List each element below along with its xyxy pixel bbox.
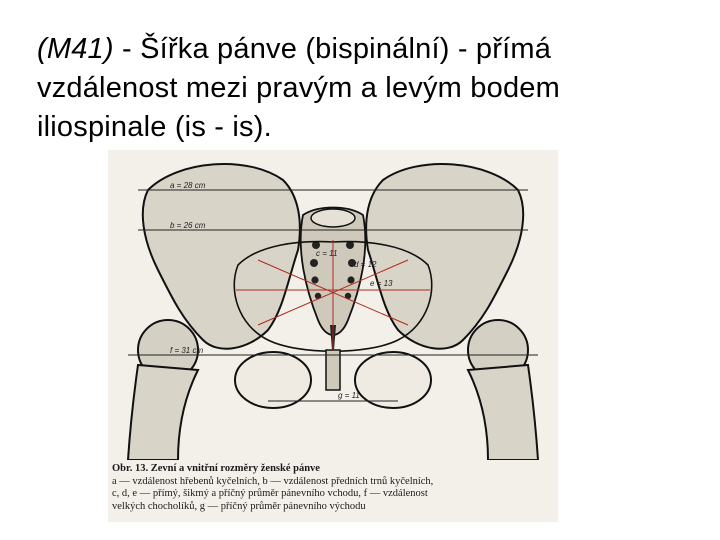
label-d: d = 12 (354, 260, 377, 269)
caption-line: c, d, e — přímý, šikmý a příčný průměr pánevního vchodu, f — vzdálenost (112, 488, 428, 499)
pelvis-figure (108, 150, 558, 522)
slide-title (37, 30, 697, 147)
label-b: b = 26 cm (170, 221, 206, 230)
left-femur (128, 365, 198, 460)
label-a: a = 28 cm (170, 181, 206, 190)
label-f: f = 31 cm (170, 346, 204, 355)
right-femur (468, 365, 538, 460)
caption-line: a — vzdálenost hřebenů kyčelních, b — vzdálenost předních trnů kyčelních, (112, 475, 434, 487)
label-g: g = 11 (338, 391, 360, 400)
caption-line: velkých chocholíků, g — příčný průměr pánevního východu (112, 500, 366, 512)
caption-heading: Obr. 13. Zevní a vnitřní rozměry ženské pánve (112, 463, 320, 474)
label-c: c = 11 (316, 249, 338, 258)
left-obturator (235, 352, 311, 408)
figure-caption (108, 460, 558, 522)
sacral-promontory (311, 209, 355, 227)
title-text: - Šířka pánve (bispinální) - přímá vzdálenost mezi pravým a levým bodem iliospinale (is - is). (37, 33, 560, 143)
title-code: (M41) (37, 33, 114, 65)
pubic-symphysis (326, 350, 340, 390)
label-e: e = 13 (370, 279, 393, 288)
right-obturator (355, 352, 431, 408)
